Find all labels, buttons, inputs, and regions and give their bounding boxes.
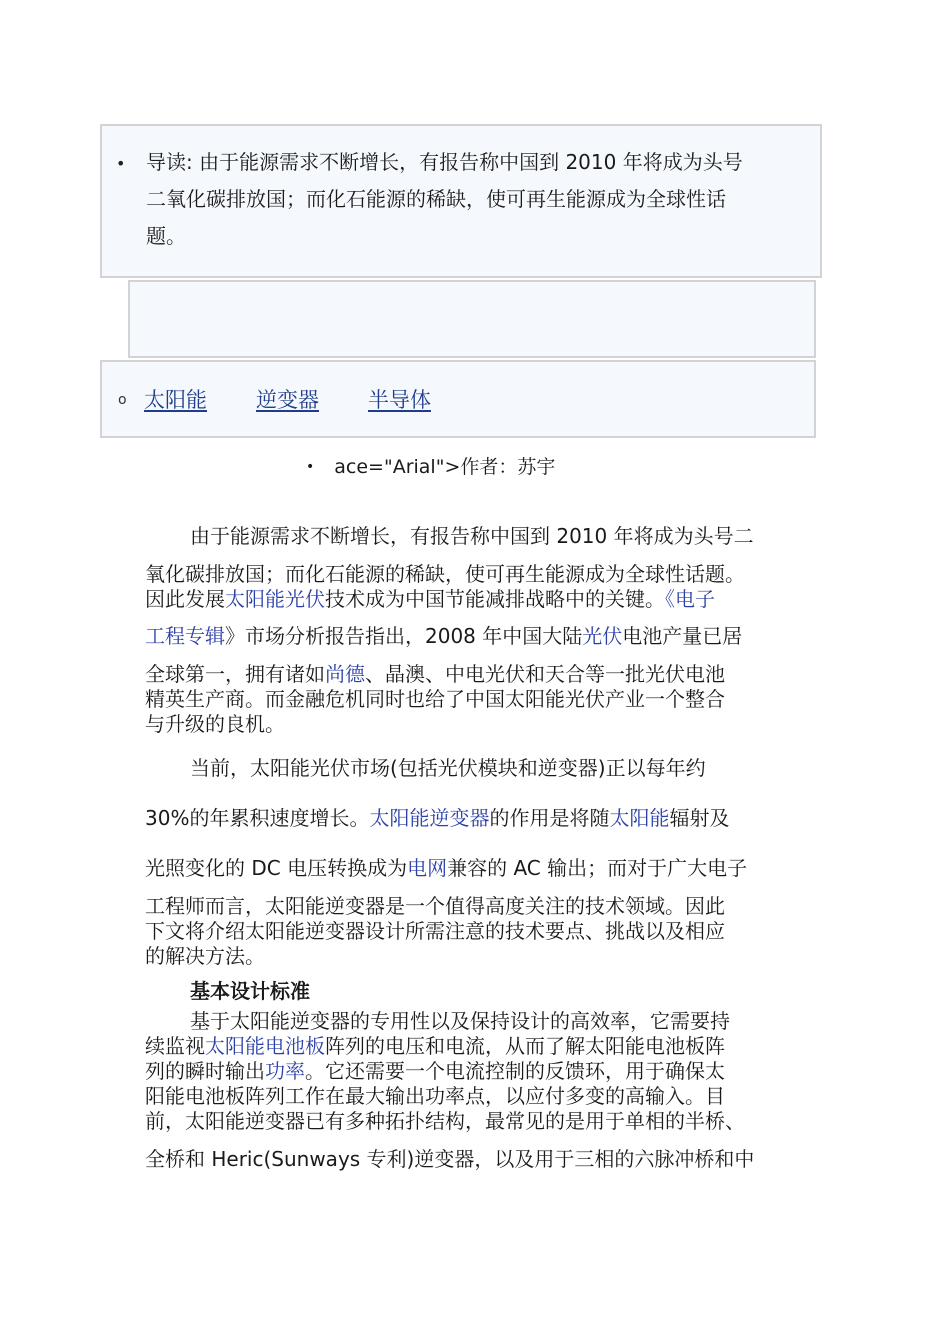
body-line: 下文将介绍太阳能逆变器设计所需注意的技术要点、挑战以及相应 bbox=[145, 919, 725, 943]
link-power[interactable]: 功率 bbox=[265, 1059, 305, 1083]
text-run: 阵列的电压和电流，从而了解太阳能电池板阵 bbox=[325, 1034, 725, 1058]
text-run: 、晶澳、中电光伏和天合等一批光伏电池 bbox=[365, 662, 725, 686]
link-pv[interactable]: 光伏 bbox=[582, 624, 623, 648]
bullet-icon: • bbox=[306, 459, 315, 475]
body-line: 与升级的良机。 bbox=[145, 712, 285, 736]
blank-panel bbox=[128, 280, 816, 358]
body-line bbox=[145, 661, 810, 687]
body-line bbox=[145, 805, 810, 831]
text-run: 》市场分析报告指出，2008 年中国大陆 bbox=[225, 624, 583, 648]
link-solar-inverter[interactable]: 太阳能逆变器 bbox=[369, 806, 490, 830]
body-line bbox=[145, 586, 810, 612]
body-line: 全桥和 Heric(Sunways 专利)逆变器，以及用于三相的六脉冲桥和中 bbox=[145, 1147, 755, 1171]
author-line bbox=[306, 452, 555, 479]
summary-line: 导读: 由于能源需求不断增长，有报告称中国到 2010 年将成为头号 bbox=[146, 150, 743, 174]
link-suntech[interactable]: 尚德 bbox=[325, 662, 365, 686]
text-run: 列的瞬时输出 bbox=[145, 1059, 265, 1083]
section-heading: 基本设计标准 bbox=[190, 979, 310, 1003]
body-line bbox=[145, 623, 810, 649]
body-line: 阳能电池板阵列工作在最大输出功率点，以应付多变的高输入。目 bbox=[145, 1084, 725, 1108]
text-run: 电池产量已居 bbox=[622, 624, 743, 648]
body-line: 氧化碳排放国；而化石能源的稀缺，使可再生能源成为全球性话题。 bbox=[145, 562, 745, 586]
bullet-icon: • bbox=[116, 154, 126, 173]
tag-link-solar[interactable]: 太阳能 bbox=[144, 388, 207, 412]
summary-box bbox=[100, 124, 822, 278]
body-line: 由于能源需求不断增长，有报告称中国到 2010 年将成为头号二 bbox=[190, 524, 754, 548]
summary-text bbox=[146, 144, 806, 255]
link-grid[interactable]: 电网 bbox=[407, 856, 448, 880]
body-line bbox=[145, 1058, 810, 1084]
link-solar-panel[interactable]: 太阳能电池板 bbox=[205, 1034, 325, 1058]
tag-link-inverter[interactable]: 逆变器 bbox=[256, 388, 319, 412]
link-ee-times-cont[interactable]: 工程专辑 bbox=[145, 624, 225, 648]
body-line bbox=[145, 1033, 810, 1059]
body-line: 工程师而言，太阳能逆变器是一个值得高度关注的技术领域。因此 bbox=[145, 894, 725, 918]
link-ee-times[interactable]: 《电子 bbox=[665, 587, 715, 611]
body-line: 基于太阳能逆变器的专用性以及保持设计的高效率，它需要持 bbox=[190, 1009, 730, 1033]
link-solar-pv[interactable]: 太阳能光伏 bbox=[225, 587, 325, 611]
text-run: 技术成为中国节能减排战略中的关键。 bbox=[325, 587, 665, 611]
text-run: 光照变化的 DC 电压转换成为 bbox=[145, 856, 408, 880]
text-run: 的作用是将随 bbox=[489, 806, 610, 830]
text-run: 30%的年累积速度增长。 bbox=[145, 806, 370, 830]
body-line: 的解决方法。 bbox=[145, 944, 265, 968]
body-line: 精英生产商。而金融危机同时也给了中国太阳能光伏产业一个整合 bbox=[145, 687, 725, 711]
body-line: 当前，太阳能光伏市场(包括光伏模块和逆变器)正以每年约 bbox=[190, 756, 706, 780]
tag-link-semiconductor[interactable]: 半导体 bbox=[368, 388, 431, 412]
link-solar[interactable]: 太阳能 bbox=[609, 806, 670, 830]
text-run: 。它还需要一个电流控制的反馈环，用于确保太 bbox=[305, 1059, 725, 1083]
text-run: 辐射及 bbox=[669, 806, 730, 830]
tags-box bbox=[100, 360, 816, 438]
body-line: 前，太阳能逆变器已有多种拓扑结构，最常见的是用于单相的半桥、 bbox=[145, 1109, 745, 1133]
body-line bbox=[145, 855, 810, 881]
text-run: 因此发展 bbox=[145, 587, 225, 611]
text-run: 续监视 bbox=[145, 1034, 205, 1058]
summary-line: 二氧化碳排放国；而化石能源的稀缺，使可再生能源成为全球性话 bbox=[146, 187, 726, 211]
text-run: 兼容的 AC 输出；而对于广大电子 bbox=[447, 856, 748, 880]
tag-list-marker: o bbox=[118, 392, 127, 408]
author-text: ace="Arial">作者：苏宇 bbox=[334, 456, 556, 478]
summary-line: 题。 bbox=[146, 224, 186, 248]
text-run: 全球第一，拥有诸如 bbox=[145, 662, 325, 686]
